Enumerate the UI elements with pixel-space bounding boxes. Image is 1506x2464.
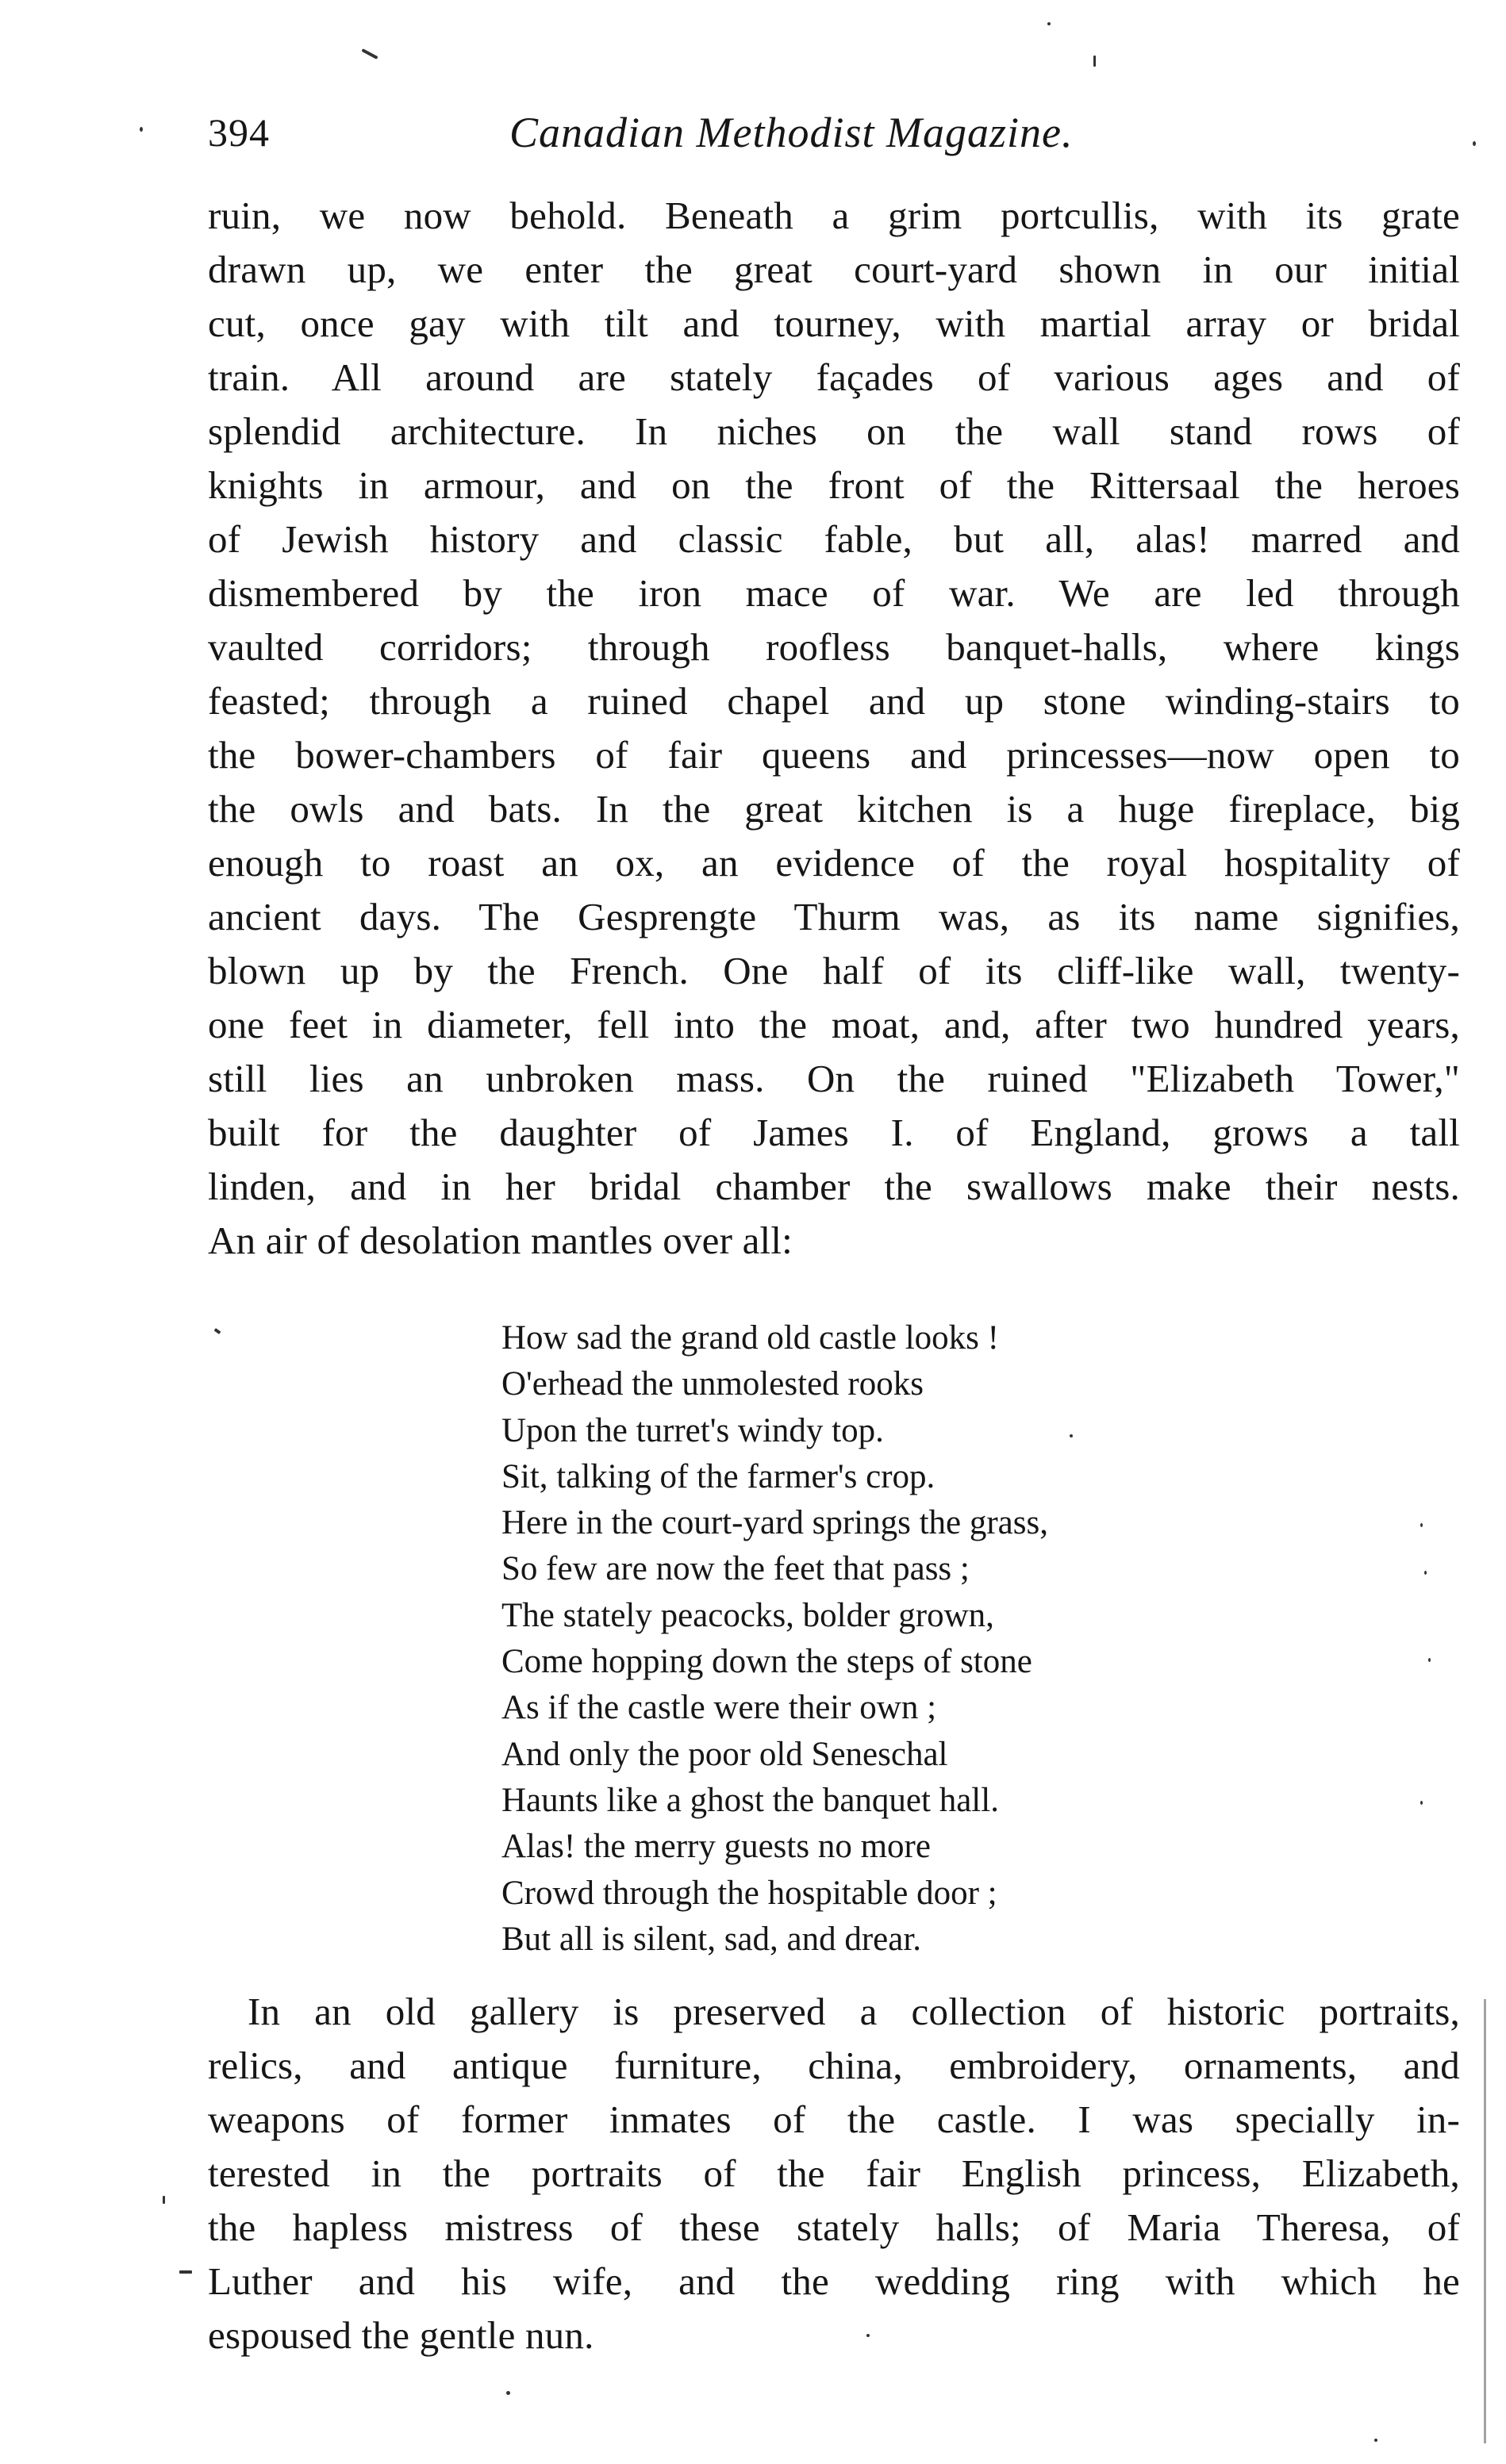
text-line: In an old gallery is preserved a collection of historic portraits,	[248, 1990, 1460, 2033]
text-line: An air of desolation mantles over all:	[208, 1219, 793, 1262]
scan-speck	[1047, 22, 1051, 25]
scan-speck	[140, 127, 143, 132]
scan-speck	[866, 2334, 870, 2337]
text-line: of Jewish history and classic fable, but all, alas! marred and	[208, 517, 1460, 561]
poem-line: Upon the turret's windy top.	[501, 1411, 884, 1449]
text-line: ancient days. The Gesprengte Thurm was, as its name signifies,	[208, 895, 1460, 938]
scan-speck	[1070, 1434, 1073, 1437]
poem-line: So few are now the feet that pass ;	[501, 1550, 970, 1588]
text-line: enough to roast an ox, an evidence of the royal hospitality of	[208, 841, 1460, 885]
text-line: drawn up, we enter the great court-yard shown in our initial	[208, 248, 1460, 291]
scan-speck	[214, 1328, 221, 1334]
scan-speck	[1374, 2439, 1377, 2442]
scan-speck	[1420, 1523, 1423, 1527]
poem-line: Come hopping down the steps of stone	[501, 1643, 1032, 1681]
poem-line: How sad the grand old castle looks !	[501, 1319, 999, 1357]
text-line: weapons of former inmates of the castle. I was specially in-	[208, 2097, 1460, 2141]
journal-title: Canadian Methodist Magazine.	[509, 109, 1074, 156]
text-line: knights in armour, and on the front of the Rittersaal the heroes	[208, 463, 1460, 507]
text-line: dismembered by the iron mace of war. We are led through	[208, 571, 1460, 615]
text-line: linden, and in her bridal chamber the swallows make their nests.	[208, 1165, 1460, 1208]
text-line: the bower-chambers of fair queens and princesses—now open to	[208, 733, 1460, 777]
text-line: ruin, we now behold. Beneath a grim portcullis, with its grate	[208, 194, 1460, 237]
text-line: cut, once gay with tilt and tourney, with martial array or bridal	[208, 301, 1460, 345]
text-line: espoused the gentle nun.	[208, 2313, 594, 2357]
text-line: relics, and antique furniture, china, embroidery, ornaments, and	[208, 2044, 1460, 2087]
poem-line: As if the castle were their own ;	[501, 1689, 937, 1727]
text-line: one feet in diameter, fell into the moat, and, after two hundred years,	[208, 1003, 1460, 1046]
body-paragraph	[208, 189, 1460, 1268]
poem-line: Crowd through the hospitable door ;	[501, 1874, 997, 1912]
poem-line: But all is silent, sad, and drear.	[501, 1920, 922, 1958]
text-line: train. All around are stately façades of various ages and of	[208, 355, 1460, 399]
text-line: feasted; through a ruined chapel and up stone winding-stairs to	[208, 679, 1460, 723]
scan-speck	[361, 48, 378, 59]
scan-speck	[1473, 141, 1476, 146]
poem-quotation	[501, 1315, 1216, 1963]
scan-speck	[506, 2391, 510, 2395]
scan-speck	[1424, 1571, 1427, 1575]
poem-line: The stately peacocks, bolder grown,	[501, 1596, 994, 1634]
poem-line: O'erhead the unmolested rooks	[501, 1365, 924, 1403]
poem-line: Here in the court-yard springs the grass,	[501, 1504, 1048, 1542]
poem-line: Haunts like a ghost the banquet hall.	[501, 1781, 999, 1819]
scan-speck	[163, 2196, 165, 2204]
text-line: terested in the portraits of the fair English princess, Elizabeth,	[208, 2151, 1460, 2195]
text-line: vaulted corridors; through roofless banquet-halls, where kings	[208, 625, 1460, 669]
text-line: Luther and his wife, and the wedding ring with which he	[208, 2259, 1460, 2303]
text-line: the owls and bats. In the great kitchen is a huge fireplace, big	[208, 787, 1460, 831]
scan-speck	[1428, 1658, 1431, 1662]
page-number: 394	[208, 110, 270, 155]
scan-speck	[179, 2270, 192, 2274]
text-line: built for the daughter of James I. of England, grows a tall	[208, 1111, 1460, 1154]
text-line: the hapless mistress of these stately halls; of Maria Theresa, of	[208, 2205, 1460, 2249]
poem-line: And only the poor old Seneschal	[501, 1735, 948, 1773]
binding-edge-line	[1484, 1999, 1486, 2443]
running-head	[208, 97, 1446, 168]
poem-line: Sit, talking of the farmer's crop.	[501, 1457, 935, 1495]
poem-line: Alas! the merry guests no more	[501, 1828, 931, 1866]
text-line: blown up by the French. One half of its cliff-like wall, twenty-	[208, 949, 1460, 992]
text-line: splendid architecture. In niches on the wall stand rows of	[208, 409, 1460, 453]
body-paragraph	[208, 1985, 1460, 2362]
scan-speck	[1093, 56, 1096, 67]
scan-speck	[1420, 1801, 1423, 1805]
text-line: still lies an unbroken mass. On the ruined "Elizabeth Tower,"	[208, 1057, 1460, 1100]
